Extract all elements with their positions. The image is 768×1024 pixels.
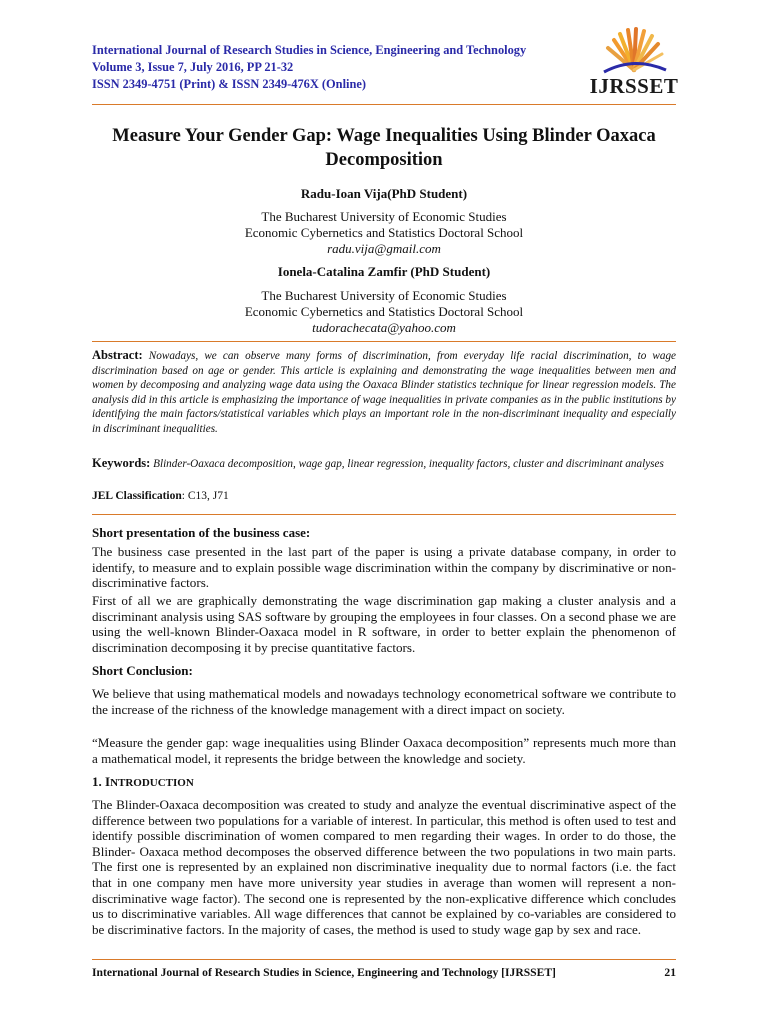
- abstract-bottom-rule: [92, 514, 676, 515]
- journal-volume: Volume 3, Issue 7, July 2016, PP 21-32: [92, 60, 294, 74]
- conclusion-paragraph-1: We believe that using mathematical models and nowadays technology econometrical software we contribute to the increase of the richness of the knowledge management with a direct impact on society.: [92, 686, 676, 717]
- jel-classification: [92, 490, 229, 502]
- conclusion-heading: Short Conclusion:: [92, 663, 193, 678]
- jel-text: : C13, J71: [181, 490, 229, 502]
- abstract-label: Abstract:: [92, 348, 143, 362]
- journal-name: International Journal of Research Studies in Science, Engineering and Technology: [92, 43, 527, 57]
- business-paragraph-1: The business case presented in the last part of the paper is using a private database company, in order to identify, to measure and to explain possible wage discrimination within the company by discriminative or non-discriminative factors.: [92, 544, 676, 591]
- page-number: 21: [664, 966, 676, 979]
- keywords-text: Blinder-Oaxaca decomposition, wage gap, linear regression, inequality factors, cluster and discriminant analyses: [153, 458, 664, 470]
- author-2-affiliation-2: Economic Cybernetics and Statistics Doctoral School: [244, 304, 524, 319]
- business-paragraph-2: First of all we are graphically demonstrating the wage discrimination gap making a cluster analysis and a discriminant analysis using SAS software by grouping the employees in four classes. On a second phase we are using the well-known Blinder-Oaxaca model in R software, in order to better explain the phenomenon of discrimination decomposing it by precise quantitative factors.: [92, 593, 676, 655]
- author-1-email: radu.vija@gmail.com: [327, 241, 441, 256]
- introduction-paragraph: The Blinder-Oaxaca decomposition was created to study and analyze the eventual discriminative aspect of the difference between two populations for a variable of interest. In particular, this method is often used to test and identify possible discrimination of women compared to men regarding their wages. In order to do those, the Blinder- Oaxaca method decomposes the observed difference between the two populations in two main parts. The first one is represented by an explained non discriminative inequality due to normal factors (i.e. the fact that in one company men have more university year studies in average than women will represent a non-discriminative wage factor). The second one is represented by the non-explicative difference which concludes us to discriminative variables. All wage differences that cannot be explained by co-variables are considered to be discriminative factors. In the majority of cases, the method is used to study wage gap by sex and race.: [92, 797, 676, 937]
- paper-title: Measure Your Gender Gap: Wage Inequalities Using Blinder Oaxaca Decomposition: [112, 126, 656, 170]
- journal-logo: [584, 26, 684, 98]
- author-2-name: Ionela-Catalina Zamfir (PhD Student): [277, 264, 491, 279]
- conclusion-paragraph-2: “Measure the gender gap: wage inequalities using Blinder Oaxaca decomposition” represents much more than a mathematical model, it represents the bridge between the knowledge and society.: [92, 735, 676, 766]
- author-1-email-wrap: [92, 241, 676, 257]
- keywords-label: Keywords:: [92, 456, 151, 470]
- jel-label: JEL Classification: [92, 490, 182, 502]
- author-2-affiliation-1: The Bucharest University of Economic Studies: [261, 288, 507, 303]
- intro-rest: NTRODUCTION: [110, 777, 194, 789]
- page-footer: [92, 966, 676, 979]
- author-1-affiliation-1: The Bucharest University of Economic Studies: [261, 209, 507, 224]
- abstract: [92, 348, 676, 436]
- footer-rule: [92, 959, 676, 960]
- footer-journal: International Journal of Research Studies in Science, Engineering and Technology [IJRSSET]: [92, 966, 556, 979]
- author-2-email: tudorachecata@yahoo.com: [312, 320, 456, 335]
- intro-first-letter: I: [105, 774, 111, 789]
- header-rule: [92, 104, 676, 105]
- business-heading: Short presentation of the business case:: [92, 525, 311, 540]
- author-1-name: Radu-Ioan Vija(PhD Student): [300, 186, 468, 201]
- journal-header: [92, 42, 592, 93]
- sunburst-logo-icon: [584, 26, 684, 76]
- abstract-top-rule: [92, 341, 676, 342]
- intro-number: 1.: [92, 774, 102, 789]
- introduction-heading: [92, 774, 194, 790]
- journal-issn: ISSN 2349-4751 (Print) & ISSN 2349-476X (Online): [92, 77, 366, 91]
- keywords: [92, 456, 676, 472]
- author-2-email-wrap: [92, 320, 676, 336]
- author-1-affiliation-2: Economic Cybernetics and Statistics Doctoral School: [244, 225, 524, 240]
- abstract-text: Nowadays, we can observe many forms of discrimination, from everyday life racial discrimination, to wage discrimination based on age or gender. This article is explaining and demonstrating the wage inequalities between men and women by decomposing and analyzing wage data using the Oaxaca Blinder statistics technique for linear regression models. The analysis did in this article is emphasizing the importance of wage inequalities in private companies as in the public institutions by identifying the main factors/statistical variables which plays an important role in the non-discriminant inequality and especially in discriminant inequalities.: [92, 350, 677, 435]
- logo-text: IJRSSET: [589, 74, 679, 98]
